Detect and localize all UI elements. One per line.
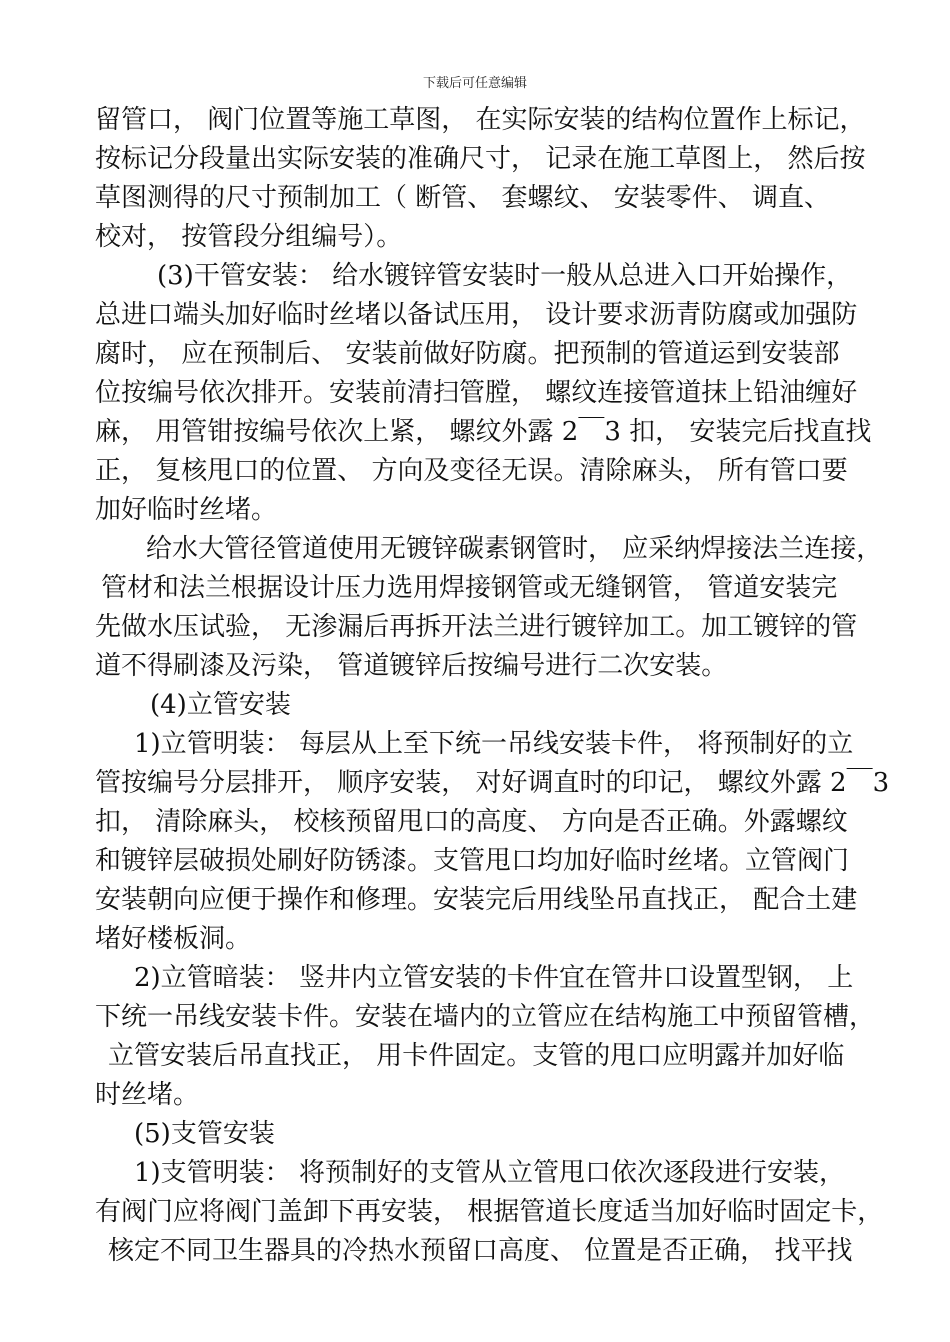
text-line-14: 先做水压试验， 无渗漏后再拆开法兰进行镀锌加工。加工镀锌的管 [95,612,858,642]
text-line-13: 管材和法兰根据设计压力选用焊接钢管或无缝钢管， 管道安装完 [101,573,838,603]
text-line-16: (4)立管安装 [150,690,291,720]
text-line-22: 堵好楼板洞。 [95,924,252,954]
text-line-11: 加好临时丝堵。 [95,495,278,525]
text-line-8: 位按编号依次排开。安装前清扫管膛， 螺纹连接管道抹上铅油缠好 [95,378,858,408]
text-line-24: 下统一吊线安装卡件。安装在墙内的立管应在结构施工中预留管槽， [95,1002,876,1032]
text-line-23: 2)立管暗装： 竖井内立管安装的卡件宜在管井口设置型钢， 上 [134,963,854,993]
text-line-18: 管按编号分层排开， 顺序安装， 对好调直时的印记， 螺纹外露 2￣3 [95,768,890,798]
text-line-15: 道不得刷漆及污染， 管道镀锌后按编号进行二次安装。 [95,651,728,681]
text-line-6: 总进口端头加好临时丝堵以备试压用， 设计要求沥青防腐或加强防 [95,300,858,330]
text-line-3: 草图测得的尺寸预制加工（ 断管、 套螺纹、 安装零件、 调直、 [95,183,831,213]
text-line-2: 按标记分段量出实际安装的准确尺寸， 记录在施工草图上， 然后按 [95,144,866,174]
text-line-1: 留管口， 阀门位置等施工草图， 在实际安装的结构位置作上标记， [95,105,866,135]
text-line-10: 正， 复核甩口的位置、 方向及变径无误。清除麻头， 所有管口要 [95,456,848,486]
text-line-12: 给水大管径管道使用无镀锌碳素钢管时， 应采纳焊接法兰连接， [146,534,883,564]
text-line-25: 立管安装后吊直找正， 用卡件固定。支管的甩口应明露并加好临 [108,1041,845,1071]
text-line-5: (3)干管安装： 给水镀锌管安装时一般从总进入口开始操作， [157,261,853,291]
text-line-17: 1)立管明装： 每层从上至下统一吊线安装卡件， 将预制好的立 [134,729,854,759]
text-line-21: 安装朝向应便于操作和修理。安装完后用线坠吊直找正， 配合土建 [95,885,858,915]
text-line-7: 腐时， 应在预制后、 安装前做好防腐。把预制的管道运到安装部 [95,339,840,369]
text-line-20: 和镀锌层破损处刷好防锈漆。支管甩口均加好临时丝堵。立管阀门 [95,846,850,876]
page-header: 下载后可任意编辑 [422,76,527,91]
text-line-4: 校对， 按管段分组编号）。 [95,222,403,252]
text-line-29: 有阀门应将阀门盖卸下再安装， 根据管道长度适当加好临时固定卡， [95,1197,884,1227]
text-line-30: 核定不同卫生器具的冷热水预留口高度、 位置是否正确， 找平找 [108,1236,853,1266]
text-line-26: 时丝堵。 [95,1080,200,1110]
text-line-9: 麻， 用管钳按编号依次上紧， 螺纹外露 2￣3 扣， 安装完后找直找 [95,417,872,447]
text-line-19: 扣， 清除麻头， 校核预留甩口的高度、 方向是否正确。外露螺纹 [95,807,848,837]
text-line-28: 1)支管明装： 将预制好的支管从立管甩口依次逐段进行安装， [134,1158,845,1188]
text-line-27: (5)支管安装 [134,1119,275,1149]
